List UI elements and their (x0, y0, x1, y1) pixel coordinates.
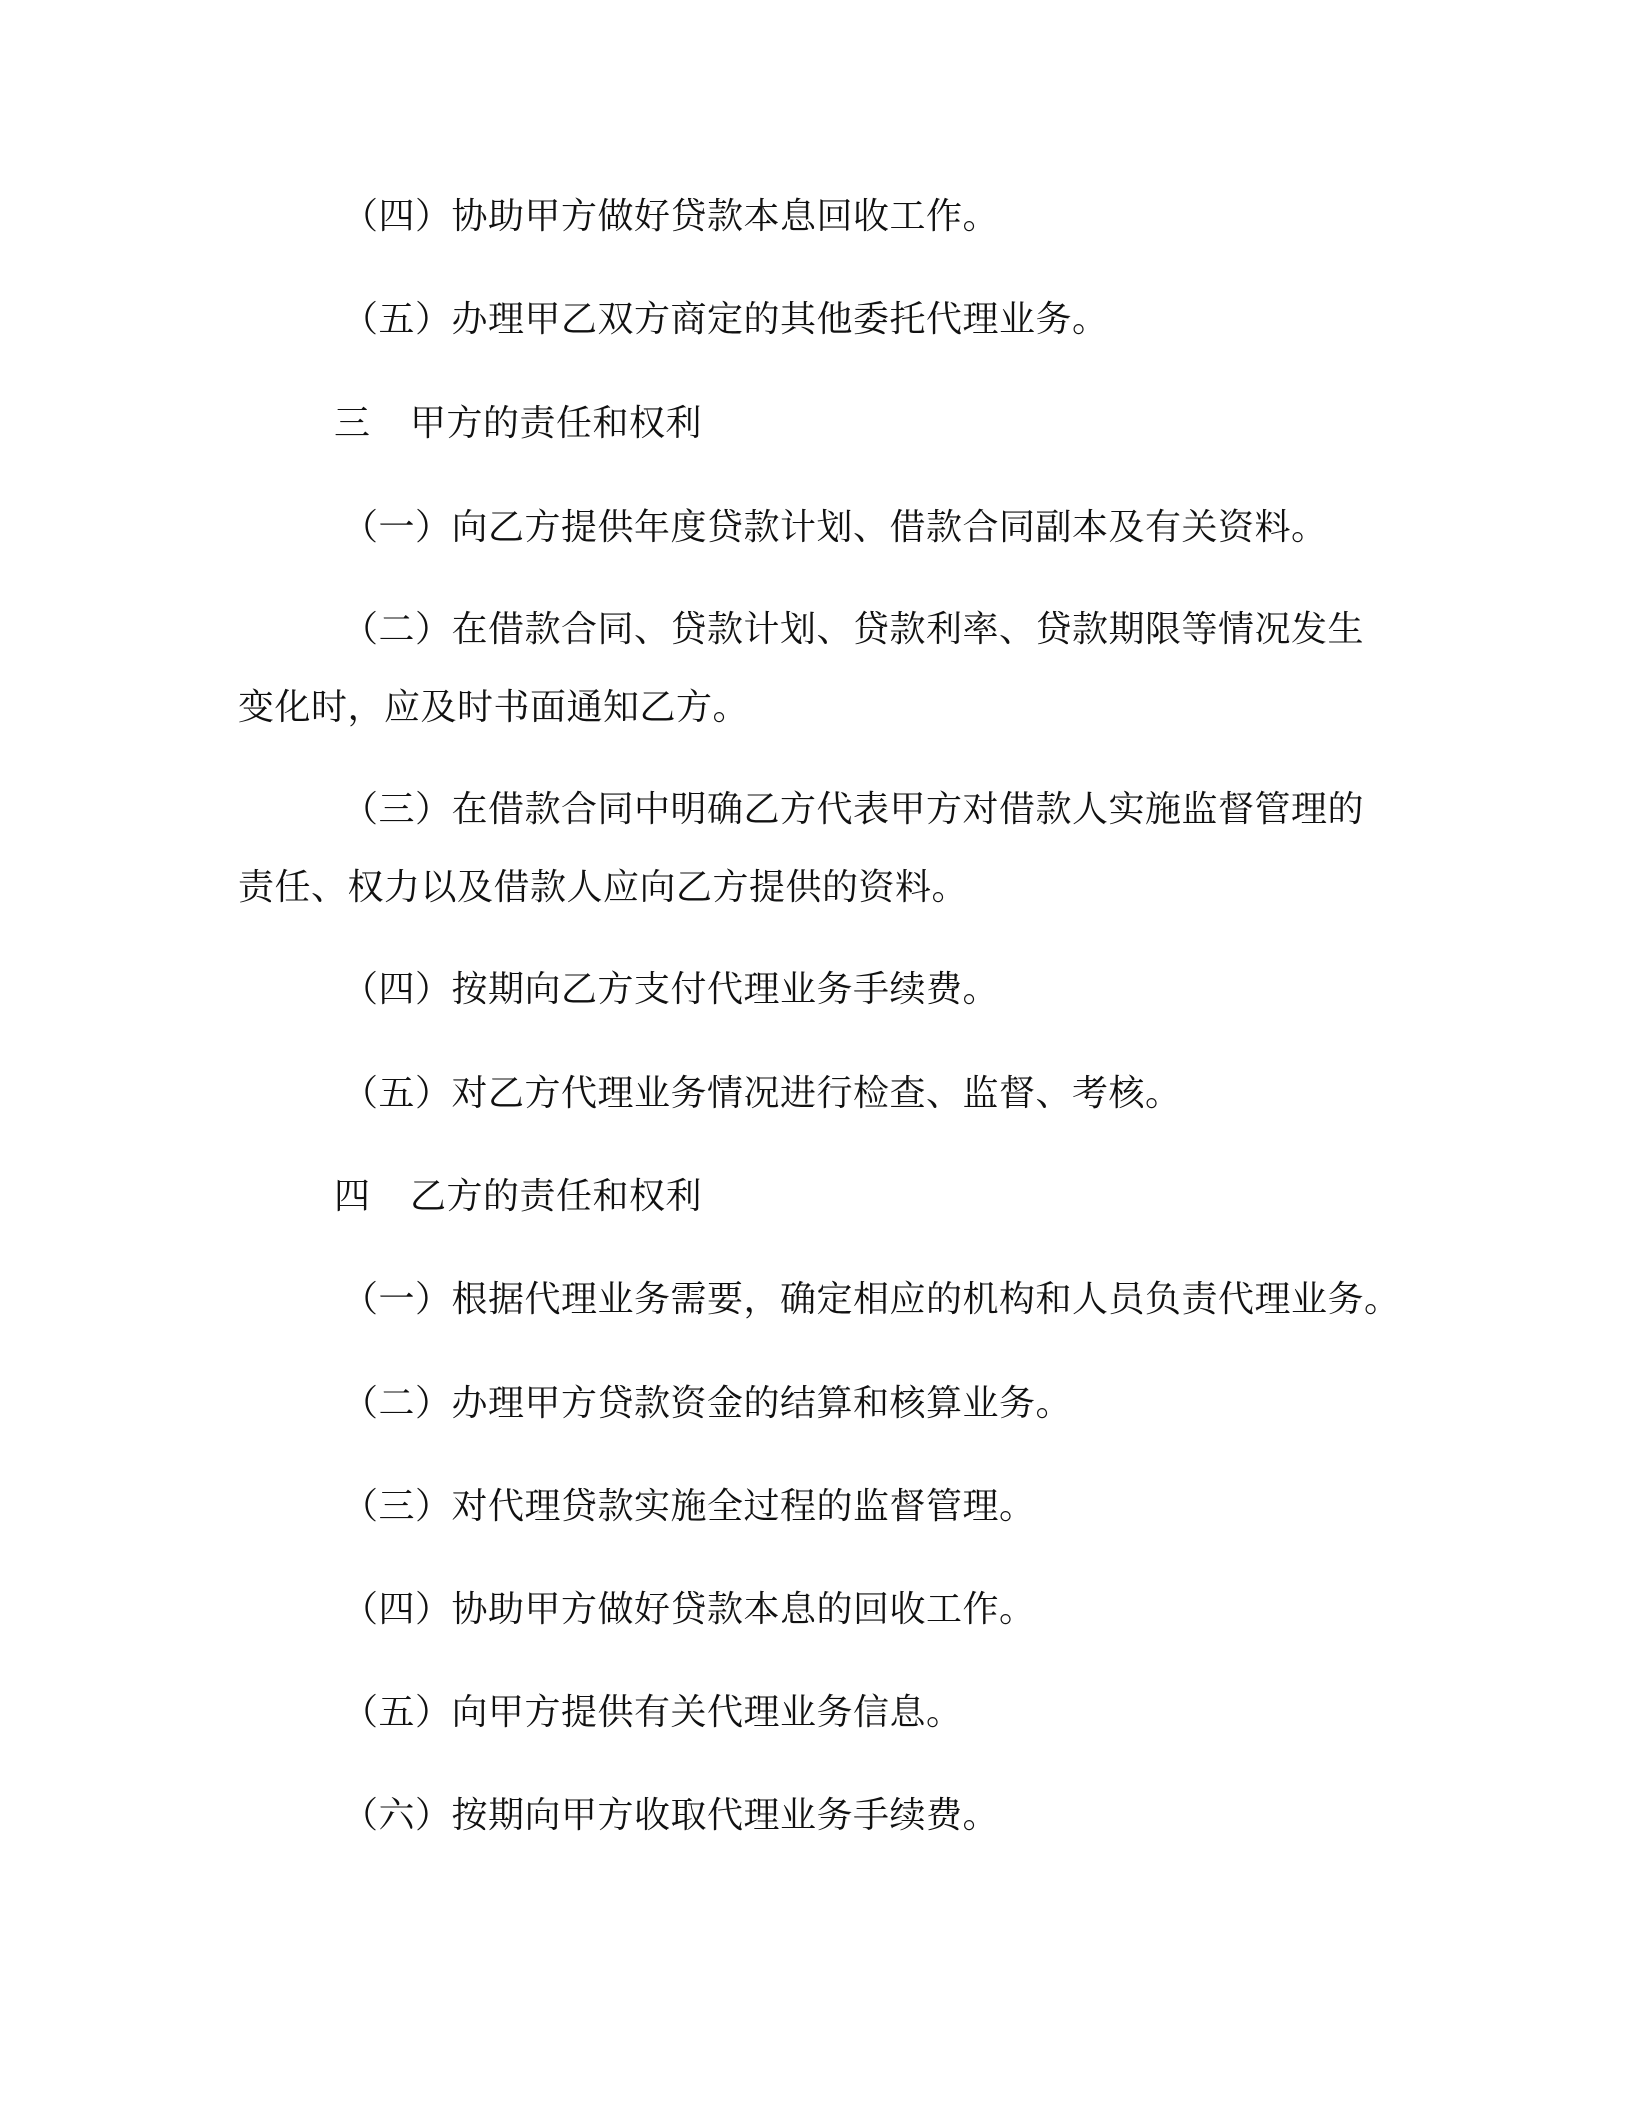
paragraph-item-4: （四）协助甲方做好贷款本息的回收工作。 (342, 1589, 1036, 1630)
section-number: 三 (334, 403, 371, 444)
paragraph-item-2-line-2: 变化时，应及时书面通知乙方。 (238, 687, 750, 728)
paragraph-item-1: （一）向乙方提供年度贷款计划、借款合同副本及有关资料。 (342, 507, 1328, 548)
paragraph-item-1: （一）根据代理业务需要，确定相应的机构和人员负责代理业务。 (342, 1279, 1401, 1320)
section-heading-4 (334, 1175, 702, 1219)
paragraph-item-5: （五）对乙方代理业务情况进行检查、监督、考核。 (342, 1073, 1182, 1114)
paragraph-item-2-line-1: （二）在借款合同、贷款计划、贷款利率、贷款期限等情况发生 (342, 609, 1365, 650)
paragraph-item-4: （四）按期向乙方支付代理业务手续费。 (342, 969, 1000, 1010)
section-number: 四 (334, 1176, 371, 1217)
paragraph-item-3-line-1: （三）在借款合同中明确乙方代表甲方对借款人实施监督管理的 (342, 789, 1365, 830)
paragraph-item-2: （二）办理甲方贷款资金的结算和核算业务。 (342, 1383, 1073, 1424)
paragraph-item-6: （六）按期向甲方收取代理业务手续费。 (342, 1795, 1000, 1836)
section-title: 甲方的责任和权利 (410, 403, 703, 444)
section-heading-3 (334, 402, 702, 446)
paragraph-item-3: （三）对代理贷款实施全过程的监督管理。 (342, 1486, 1036, 1527)
paragraph-item-4: （四）协助甲方做好贷款本息回收工作。 (342, 196, 1000, 237)
paragraph-item-3-line-2: 责任、权力以及借款人应向乙方提供的资料。 (238, 867, 969, 908)
section-title: 乙方的责任和权利 (410, 1176, 703, 1217)
paragraph-item-5: （五）向甲方提供有关代理业务信息。 (342, 1692, 963, 1733)
paragraph-item-5: （五）办理甲乙双方商定的其他委托代理业务。 (342, 299, 1109, 340)
